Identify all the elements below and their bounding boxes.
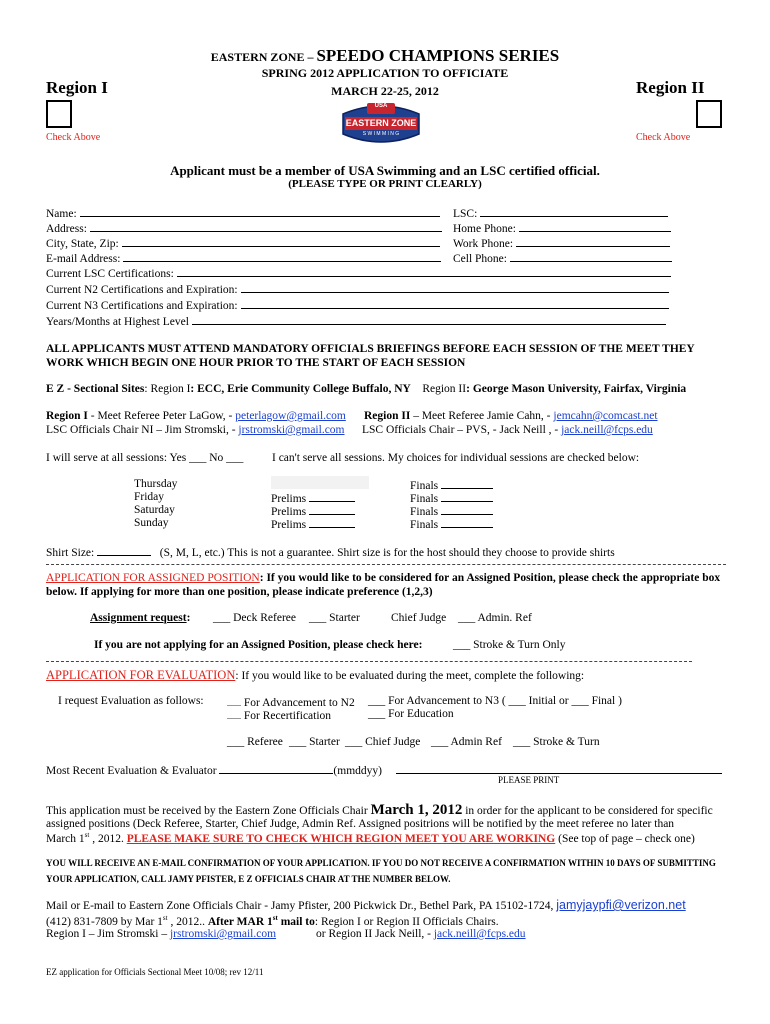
name-label: Name:	[46, 208, 77, 220]
sites-label: E Z - Sectional Sites	[46, 383, 145, 395]
eval-recert-option[interactable]	[227, 708, 331, 722]
eval-referee-option[interactable]: ___ Referee	[227, 736, 283, 748]
deadline-line-2: assigned positions (Deck Referee, Starter, Chief Judge, Admin Ref. Assigned positrions will be notified by the meet referee no later than	[46, 818, 675, 830]
email-field[interactable]	[46, 251, 441, 265]
mail-line-1-text: Mail or E-mail to Eastern Zone Officials Chair - Jamy Pfister, 200 Pickwick Dr., Bethel Park, PA 15102-1724,	[46, 900, 557, 912]
mail-region-2: or Region II Jack Neill, -	[316, 928, 434, 940]
option-admin-ref[interactable]: ___ Admin. Ref	[458, 612, 532, 624]
years-field[interactable]	[46, 314, 666, 328]
meet-dates: MARCH 22-25, 2012	[331, 84, 439, 98]
recent-evaluation-label: Most Recent Evaluation & Evaluator	[46, 765, 217, 777]
thursday-prelims-shaded	[271, 476, 369, 489]
name-line[interactable]	[80, 206, 440, 217]
region-2-chair	[362, 424, 653, 436]
prelims-label: Prelims	[271, 519, 307, 531]
eval-recert-line[interactable]	[227, 708, 241, 719]
r1-chair-text: LSC Officials Chair NI – Jim Stromski, -	[46, 424, 239, 436]
deadline-line-3	[46, 831, 695, 845]
lsc-label: LSC:	[453, 208, 478, 220]
address-field[interactable]	[46, 221, 442, 235]
eval-starter-option[interactable]: ___ Starter	[289, 736, 340, 748]
r1-ref-label: Region I	[46, 410, 88, 422]
saturday-prelims-line[interactable]	[309, 504, 355, 515]
sectional-sites: E Z - Sectional Sites: Region I: ECC, Erie Community College Buffalo, NY Region II: George Mason University, Fairfax, Virginia	[46, 383, 687, 395]
shirt-size-field[interactable]	[46, 545, 615, 559]
email-line[interactable]	[123, 251, 441, 262]
region-1-check-note: Check Above	[46, 132, 101, 143]
not-applying-note: If you are not applying for an Assigned Position, please check here:	[94, 639, 423, 651]
sunday-prelims[interactable]	[271, 517, 355, 531]
region-2-referee	[364, 410, 658, 422]
sunday-finals[interactable]	[410, 517, 493, 531]
option-stroke-turn-only[interactable]: ___ Stroke & Turn Only	[453, 639, 566, 651]
deadline-date: March 1, 2012	[370, 802, 463, 818]
briefing-line-2: WORK WHICH BEGIN ONE HOUR PRIOR TO THE START OF EACH SESSION	[46, 357, 466, 369]
region-check-warning: PLEASE MAKE SURE TO CHECK WHICH REGION MEET YOU ARE WORKING	[126, 832, 556, 845]
sunday-finals-line[interactable]	[441, 517, 493, 528]
mail-after-date: After MAR 1	[207, 915, 273, 928]
deadline-st-sup: st	[84, 831, 90, 839]
day-friday: Friday	[134, 491, 165, 503]
deadline-line-1	[46, 802, 713, 819]
thursday-finals-line[interactable]	[441, 478, 493, 489]
logo-sub-text: S W I M M I N G	[362, 131, 400, 137]
saturday-prelims[interactable]	[271, 504, 355, 518]
home-phone-line[interactable]	[519, 221, 671, 232]
r1-ref-text: - Meet Referee Peter LaGow, -	[87, 410, 236, 422]
eval-n2-label: For Advancement to N2	[243, 697, 355, 709]
eastern-zone-logo	[339, 100, 423, 148]
city-label: City, State, Zip:	[46, 238, 119, 250]
prelims-label: Prelims	[271, 493, 307, 505]
name-field[interactable]	[46, 206, 440, 220]
mail-line-1	[46, 898, 686, 912]
region-1-referee	[46, 410, 346, 422]
evaluation-heading	[46, 668, 584, 683]
all-sessions-choice[interactable]: I will serve at all sessions: Yes ___ No ___	[46, 452, 244, 464]
assignment-request-text: Assignment request	[90, 612, 187, 624]
work-phone-field[interactable]	[453, 236, 670, 250]
eval-n2-line[interactable]	[227, 695, 241, 706]
r2-chair-email-link[interactable]: jack.neill@fcps.edu	[561, 424, 653, 436]
friday-finals[interactable]	[410, 491, 493, 505]
evaluator-name-line[interactable]	[396, 763, 722, 774]
chair-email-link[interactable]: jamyjaypfi@verizon.net	[556, 898, 686, 912]
mail-by-date: (412) 831-7809 by Mar 1	[46, 915, 163, 928]
city-line[interactable]	[122, 236, 440, 247]
r1-chair-email-link[interactable]: jrstromski@gmail.com	[238, 424, 345, 436]
friday-finals-line[interactable]	[441, 491, 493, 502]
current-lsc-line[interactable]	[177, 266, 671, 277]
years-label: Years/Months at Highest Level	[46, 316, 189, 328]
home-phone-label: Home Phone:	[453, 223, 516, 235]
r2-chair-text: LSC Officials Chair – PVS, - Jack Neill , -	[362, 424, 562, 436]
sites-region-1-label: Region I	[150, 383, 191, 395]
mail-to-label: mail to	[277, 915, 315, 928]
deadline-pre: This application must be received by the Eastern Zone Officials Chair	[46, 805, 371, 817]
r2-ref-text: – Meet Referee Jamie Cahn, -	[410, 410, 554, 422]
option-starter[interactable]: ___ Starter	[309, 612, 360, 624]
mmddyy-label: (mmddyy)	[333, 765, 382, 777]
logo-main-text: EASTERN ZONE	[345, 118, 417, 128]
r2-ref-email-link[interactable]: jemcahn@comcast.net	[553, 410, 658, 422]
day-thursday: Thursday	[134, 478, 178, 490]
current-n3-line[interactable]	[241, 298, 669, 309]
briefing-line-1: ALL APPLICANTS MUST ATTEND MANDATORY OFFICIALS BRIEFINGS BEFORE EACH SESSION OF THE MEET THEY	[46, 343, 695, 355]
document-title	[0, 46, 770, 66]
section-divider-2	[46, 661, 692, 662]
current-n2-label: Current N2 Certifications and Expiration:	[46, 284, 238, 296]
region-1-checkbox[interactable]	[46, 100, 72, 128]
mail-st-sup: st	[162, 914, 168, 922]
lsc-line[interactable]	[480, 206, 668, 217]
friday-prelims-line[interactable]	[309, 491, 355, 502]
deadline-post: in order for the applicant to be considered for specific	[462, 805, 713, 817]
sites-region-1-site: ECC, Erie Community College Buffalo, NY	[197, 383, 411, 395]
print-clearly-note: (PLEASE TYPE OR PRINT CLEARLY)	[288, 178, 482, 190]
please-print-label: PLEASE PRINT	[498, 775, 560, 785]
day-sunday: Sunday	[134, 517, 169, 529]
current-n3-field[interactable]	[46, 298, 669, 312]
confirmation-line-1: YOU WILL RECEIVE AN E-MAIL CONFIRMATION OF YOUR APPLICATION. IF YOU DO NOT RECEIVE A CONFIRMATION WITHIN 10 DAYS OF SUBMITTING	[46, 858, 716, 868]
deadline-see-top: (See top of page – check one)	[555, 832, 695, 845]
deadline-year: , 2012.	[89, 832, 127, 845]
prelims-label: Prelims	[271, 506, 307, 518]
evaluation-heading-desc: : If you would like to be evaluated during the meet, complete the following:	[235, 670, 585, 682]
friday-prelims[interactable]	[271, 491, 355, 505]
region-1-chair	[46, 424, 345, 436]
region-2-checkbox[interactable]	[696, 100, 722, 128]
years-line[interactable]	[192, 314, 666, 325]
home-phone-field[interactable]	[453, 221, 671, 235]
finals-label: Finals	[410, 506, 439, 518]
region-1-label: Region I	[46, 78, 108, 97]
mail-region-1: Region I – Jim Stromski –	[46, 928, 170, 940]
evaluation-request-label: I request Evaluation as follows:	[58, 695, 204, 707]
shirt-size-label: Shirt Size:	[46, 547, 95, 559]
option-deck-referee[interactable]: ___ Deck Referee	[213, 612, 297, 624]
title-prefix: EASTERN ZONE –	[210, 50, 317, 64]
r2-ref-label: Region II	[364, 410, 411, 422]
current-n3-label: Current N3 Certifications and Expiration:	[46, 300, 238, 312]
sunday-prelims-line[interactable]	[309, 517, 355, 528]
deadline-march-1: March 1	[46, 832, 85, 845]
cell-phone-label: Cell Phone:	[453, 253, 507, 265]
document-subtitle: SPRING 2012 APPLICATION TO OFFICIATE	[261, 66, 509, 80]
city-field[interactable]	[46, 236, 440, 250]
work-phone-line[interactable]	[516, 236, 670, 247]
sites-region-2-site: George Mason University, Fairfax, Virginia	[472, 383, 687, 395]
partial-sessions-note: I can't serve all sessions. My choices for individual sessions are checked below:	[272, 452, 640, 464]
footer-revision: EZ application for Officials Sectional Meet 10/08; rev 12/11	[46, 967, 264, 977]
current-lsc-field[interactable]	[46, 266, 671, 280]
thursday-finals[interactable]	[410, 478, 493, 492]
eval-admin-ref-option[interactable]: ___ Admin Ref	[431, 736, 502, 748]
title-main: SPEEDO CHAMPIONS SERIES	[316, 46, 560, 65]
finals-label: Finals	[410, 519, 439, 531]
assigned-heading-text: APPLICATION FOR ASSIGNED POSITION	[46, 572, 260, 584]
lsc-field[interactable]	[453, 206, 668, 220]
saturday-finals-line[interactable]	[441, 504, 493, 515]
current-n2-line[interactable]	[241, 282, 669, 293]
mail-line-3b	[316, 928, 526, 940]
r1-ref-email-link[interactable]: peterlagow@gmail.com	[235, 410, 346, 422]
work-phone-label: Work Phone:	[453, 238, 514, 250]
eval-chief-judge-option[interactable]: ___ Chief Judge	[345, 736, 421, 748]
eval-recert-label: For Recertification	[243, 710, 332, 722]
section-divider	[46, 564, 726, 565]
eval-education-option[interactable]: ___ For Education	[368, 708, 454, 720]
confirmation-line-2: YOUR APPLICATION, CALL JAMY PFISTER, E Z OFFICIALS CHAIR AT THE NUMBER BELOW.	[46, 874, 451, 884]
neill-email-link[interactable]: jack.neill@fcps.edu	[433, 928, 526, 940]
logo-usa-text: USA	[374, 103, 388, 109]
shirt-size-note: (S, M, L, etc.) This is not a guarantee. Shirt size is for the host should they choose to provide shirts	[159, 547, 615, 559]
eval-n3-option[interactable]: ___ For Advancement to N3 ( ___ Initial or ___ Final )	[368, 695, 622, 707]
mail-line-2	[46, 914, 499, 928]
membership-requirement: Applicant must be a member of USA Swimming and an LSC certified official.	[170, 163, 600, 178]
cell-phone-field[interactable]	[453, 251, 672, 265]
mail-after-st-sup: st	[272, 914, 278, 922]
recent-evaluation-field[interactable]	[46, 763, 382, 777]
shirt-size-line[interactable]	[97, 545, 151, 556]
finals-label: Finals	[410, 493, 439, 505]
option-chief-judge[interactable]: Chief Judge	[391, 612, 447, 624]
cell-phone-line[interactable]	[510, 251, 672, 262]
mail-chairs: : Region I or Region II Officials Chairs.	[314, 915, 499, 928]
finals-label: Finals	[410, 480, 439, 492]
current-n2-field[interactable]	[46, 282, 669, 296]
mail-year: , 2012..	[167, 915, 208, 928]
assigned-position-heading	[46, 572, 720, 584]
address-line[interactable]	[90, 221, 442, 232]
region-2-check-note: Check Above	[636, 132, 691, 143]
email-label: E-mail Address:	[46, 253, 121, 265]
mail-line-3	[46, 928, 276, 940]
sites-region-2-label: Region II	[422, 383, 467, 395]
stromski-email-link[interactable]: jrstromski@gmail.com	[169, 928, 277, 940]
day-saturday: Saturday	[134, 504, 175, 516]
assigned-position-note: below. If applying for more than one position, please indicate preference (1,2,3)	[46, 586, 433, 598]
saturday-finals[interactable]	[410, 504, 493, 518]
address-label: Address:	[46, 223, 87, 235]
current-lsc-label: Current LSC Certifications:	[46, 268, 174, 280]
recent-evaluation-date-line[interactable]	[219, 763, 333, 774]
assigned-heading-desc: : If you would like to be considered for an Assigned Position, please check the appropriate box	[259, 572, 721, 584]
eval-stroke-turn-option[interactable]: ___ Stroke & Turn	[513, 736, 600, 748]
eval-n2-option[interactable]	[227, 695, 355, 709]
assignment-request-label: Assignment request:	[90, 612, 191, 624]
region-2-label: Region II	[636, 78, 705, 97]
evaluation-heading-text: APPLICATION FOR EVALUATION	[46, 668, 236, 682]
